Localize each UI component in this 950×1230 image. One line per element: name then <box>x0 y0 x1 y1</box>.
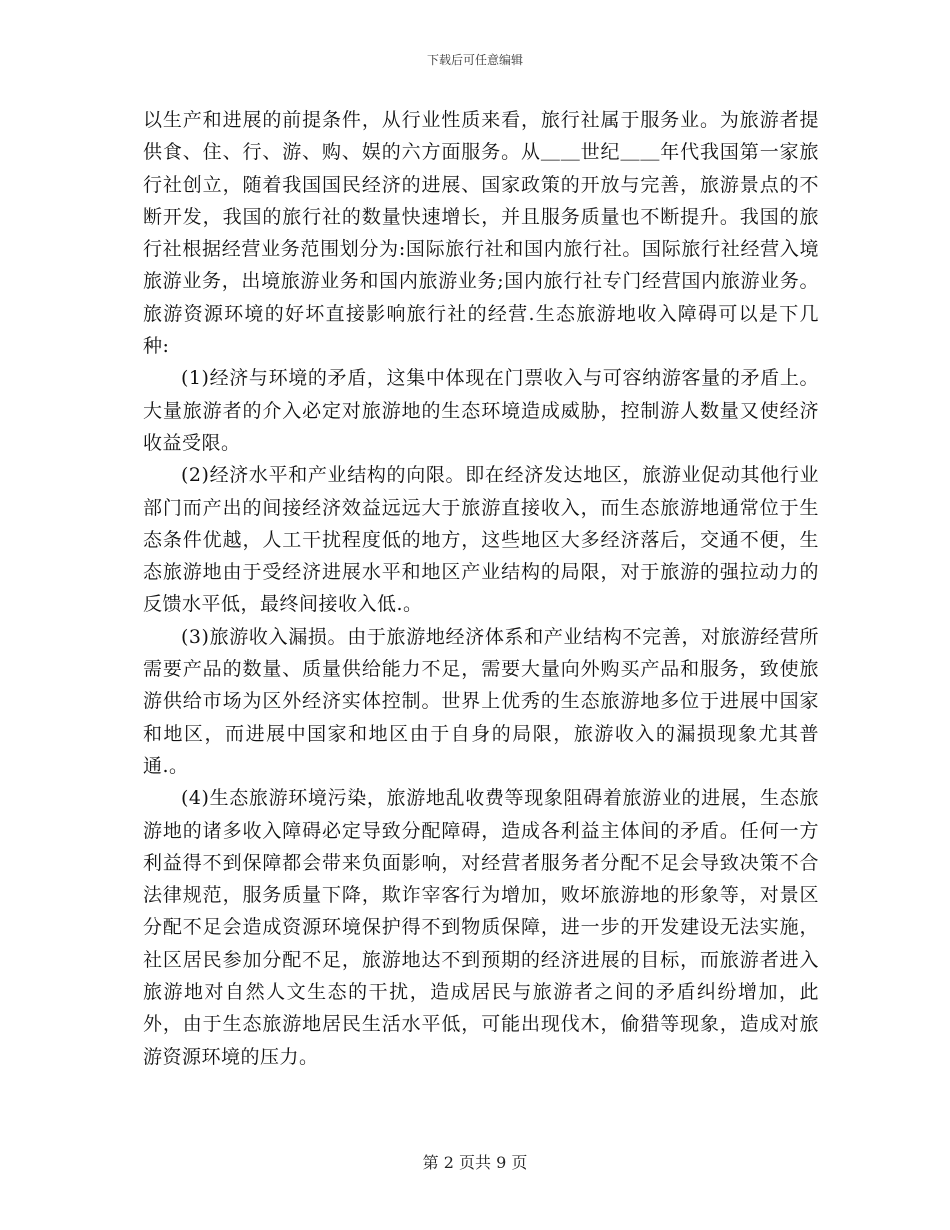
paragraph-intro: 以生产和进展的前提条件，从行业性质来看，旅行社属于服务业。为旅游者提供食、住、行、游、购、娱的六方面服务。从＿＿世纪＿＿年代我国第一家旅行社创立，随着我国国民经济的进展、国家政策的开放与完善，旅游景点的不断开发，我国的旅行社的数量快速增长，并且服务质量也不断提升。我国的旅行社根据经营业务范围划分为:国际旅行社和国内旅行社。国际旅行社经营入境旅游业务，出境旅游业务和国内旅游业务;国内旅行社专门经营国内旅游业务。旅游资源环境的好坏直接影响旅行社的经营.生态旅游地收入障碍可以是下几种: <box>143 109 819 358</box>
paragraph-point-2: (2)经济水平和产业结构的向限。即在经济发达地区，旅游业促动其他行业部门而产出的间接经济效益远远大于旅游直接收入，而生态旅游地通常位于生态条件优越，人工干扰程度低的地方，这些地区大多经济落后，交通不便，生态旅游地由于受经济进展水平和地区产业结构的局限，对于旅游的强拉动力的反馈水平低，最终间接收入低.。 <box>143 464 819 616</box>
paragraph-point-1: (1)经济与环境的矛盾，这集中体现在门票收入与可容纳游客量的矛盾上。大量旅游者的介入必定对旅游地的生态环境造成威胁，控制游人数量又使经济收益受限。 <box>143 367 819 454</box>
document-body <box>143 104 819 1073</box>
paragraph-point-3: (3)旅游收入漏损。由于旅游地经济体系和产业结构不完善，对旅游经营所需要产品的数量、质量供给能力不足，需要大量向外购买产品和服务，致使旅游供给市场为区外经济实体控制。世界上优秀的生态旅游地多位于进展中国家和地区，而进展中国家和地区由于自身的局限，旅游收入的漏损现象尤其普通.。 <box>143 625 819 777</box>
page-header: 下载后可任意编辑 <box>426 53 523 67</box>
paragraph-point-4: (4)生态旅游环境污染，旅游地乱收费等现象阻碍着旅游业的进展，生态旅游地的诸多收入障碍必定导致分配障碍，造成各利益主体间的矛盾。任何一方利益得不到保障都会带来负面影响，对经营者服务者分配不足会导致决策不合法律规范，服务质量下降，欺诈宰客行为增加，败坏旅游地的形象等，对景区分配不足会造成资源环境保护得不到物质保障，进一步的开发建设无法实施，社区居民参加分配不足，旅游地达不到预期的经济进展的目标，而旅游者进入旅游地对自然人文生态的干扰，造成居民与旅游者之间的矛盾纠纷增加，此外，由于生态旅游地居民生活水平低，可能出现伐木，偷猎等现象，造成对旅游资源环境的压力。 <box>143 787 819 1068</box>
page-number-footer: 第 2 页共 9 页 <box>422 1153 528 1172</box>
